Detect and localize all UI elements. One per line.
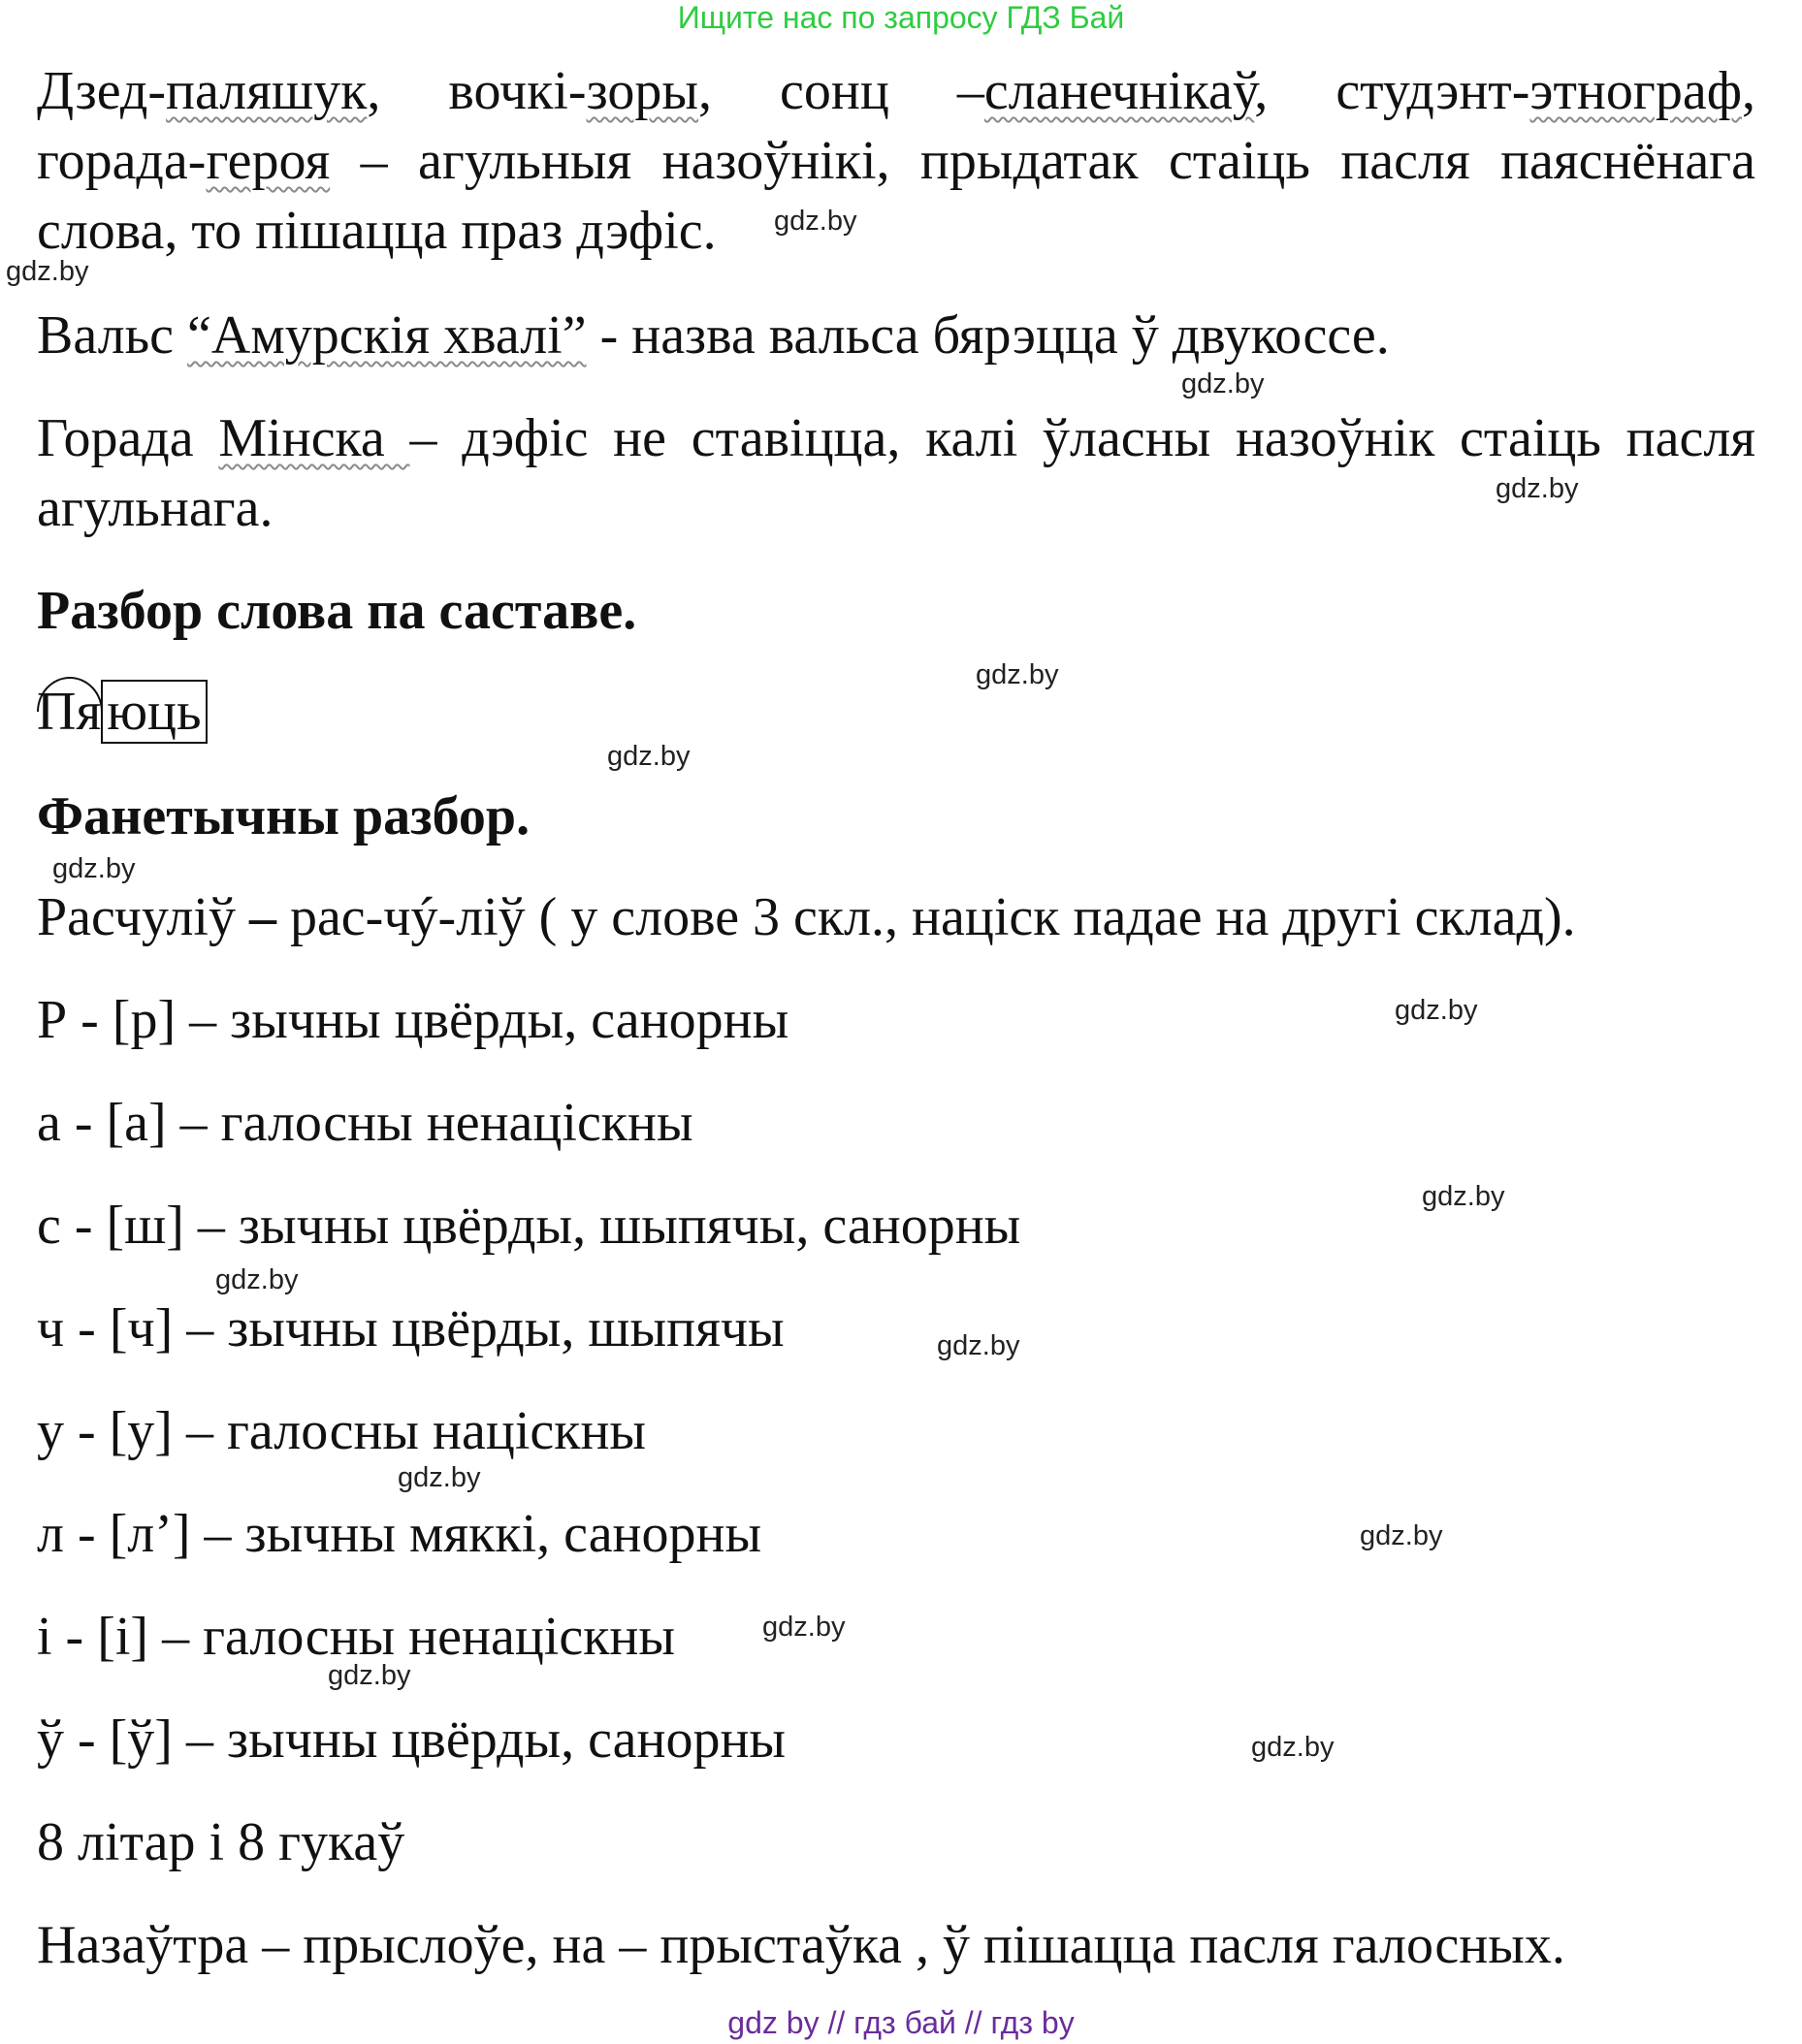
word-parse: [37, 677, 1755, 747]
word: Дзед-: [37, 61, 166, 121]
watermark: gdz.by: [1496, 473, 1579, 504]
watermark: gdz.by: [6, 256, 89, 287]
dash: –: [248, 887, 276, 947]
letter-sound-count: 8 літар і 8 гукаў: [37, 1812, 405, 1872]
text: - назва вальса бярэцца ў двукоссе.: [586, 305, 1390, 366]
watermark: gdz.by: [1395, 995, 1478, 1026]
heading-word-parse: Разбор слова па саставе.: [37, 581, 637, 641]
word: Мінска: [218, 408, 410, 468]
watermark: gdz.by: [774, 206, 857, 237]
punct: ,: [367, 61, 381, 121]
word: сланечнікаў: [983, 61, 1255, 121]
phonetic-item: а - [а] – галосны ненаціскны: [37, 1093, 693, 1153]
word-root: Пя: [37, 682, 102, 742]
word: сонц: [780, 61, 889, 121]
text: Вальс: [37, 305, 188, 366]
transcription: [37, 882, 1755, 952]
text: Расчуліў: [37, 887, 249, 947]
para3-line1: [37, 403, 1755, 473]
watermark: gdz.by: [398, 1462, 481, 1493]
phonetic-item: л - [л’] – зычны мяккі, санорны: [37, 1504, 762, 1564]
para1-line3: слова, то пішацца праз дэфіс.: [37, 201, 717, 261]
heading-phonetic: Фанетычны разбор.: [37, 786, 531, 846]
punct: ,: [1742, 61, 1755, 121]
word: студэнт-: [1335, 61, 1530, 121]
text: рас-чý-ліў ( у слове 3 скл., націск падае на другі склад).: [275, 887, 1576, 947]
phonetic-item: і - [і] – галосны ненаціскны: [37, 1607, 675, 1667]
footer-links[interactable]: gdz by // гдз бай // гдз by: [727, 2005, 1075, 2040]
watermark: gdz.by: [607, 741, 691, 772]
top-banner[interactable]: Ищите нас по запросу ГДЗ Бай: [677, 0, 1125, 35]
word: горада-: [37, 131, 207, 191]
watermark: gdz.by: [1251, 1732, 1335, 1763]
phonetic-item: ў - [ў] – зычны цвёрды, санорны: [37, 1709, 787, 1770]
phonetic-item: с - [ш] – зычны цвёрды, шыпячы, санорны: [37, 1196, 1021, 1256]
watermark: gdz.by: [52, 853, 136, 884]
word: паляшук: [165, 61, 368, 121]
punct: ,: [698, 61, 712, 121]
word: героя: [206, 131, 331, 191]
watermark: gdz.by: [1360, 1520, 1443, 1551]
closing-note: Назаўтра – прыслоўе, на – прыстаўка , ў пішацца пасля галосных.: [37, 1915, 1565, 1975]
watermark: gdz.by: [328, 1660, 411, 1691]
word-ending: юць: [101, 680, 207, 744]
text: – дэфіс не ставіцца, калі ўласны назоўнік стаіць пасля: [409, 408, 1756, 468]
dash: –: [956, 61, 984, 121]
para3-line2: агульнага.: [37, 478, 274, 538]
word: этнограф: [1529, 61, 1742, 121]
watermark: gdz.by: [215, 1264, 299, 1295]
phonetic-item: Р - [р] – зычны цвёрды, санорны: [37, 990, 789, 1050]
watermark: gdz.by: [1422, 1181, 1505, 1212]
text: – агульныя назоўнікі, прыдатак стаіць пасля паяснёнага: [360, 131, 1755, 191]
phonetic-item: ч - [ч] – зычны цвёрды, шыпячы: [37, 1298, 785, 1358]
text: Горада: [37, 408, 219, 468]
word: зоры: [586, 61, 698, 121]
para1-line1: [37, 56, 1755, 126]
watermark: gdz.by: [976, 659, 1059, 690]
punct: ,: [1254, 61, 1269, 121]
para2: [37, 301, 1755, 370]
watermark: gdz.by: [762, 1612, 846, 1643]
para1-line2: [37, 126, 1755, 196]
phonetic-item: у - [у] – галосны націскны: [37, 1401, 647, 1461]
quote: “Амурскія хвалі”: [187, 305, 587, 366]
watermark: gdz.by: [1181, 368, 1265, 399]
watermark: gdz.by: [937, 1330, 1020, 1361]
word: вочкі-: [448, 61, 587, 121]
